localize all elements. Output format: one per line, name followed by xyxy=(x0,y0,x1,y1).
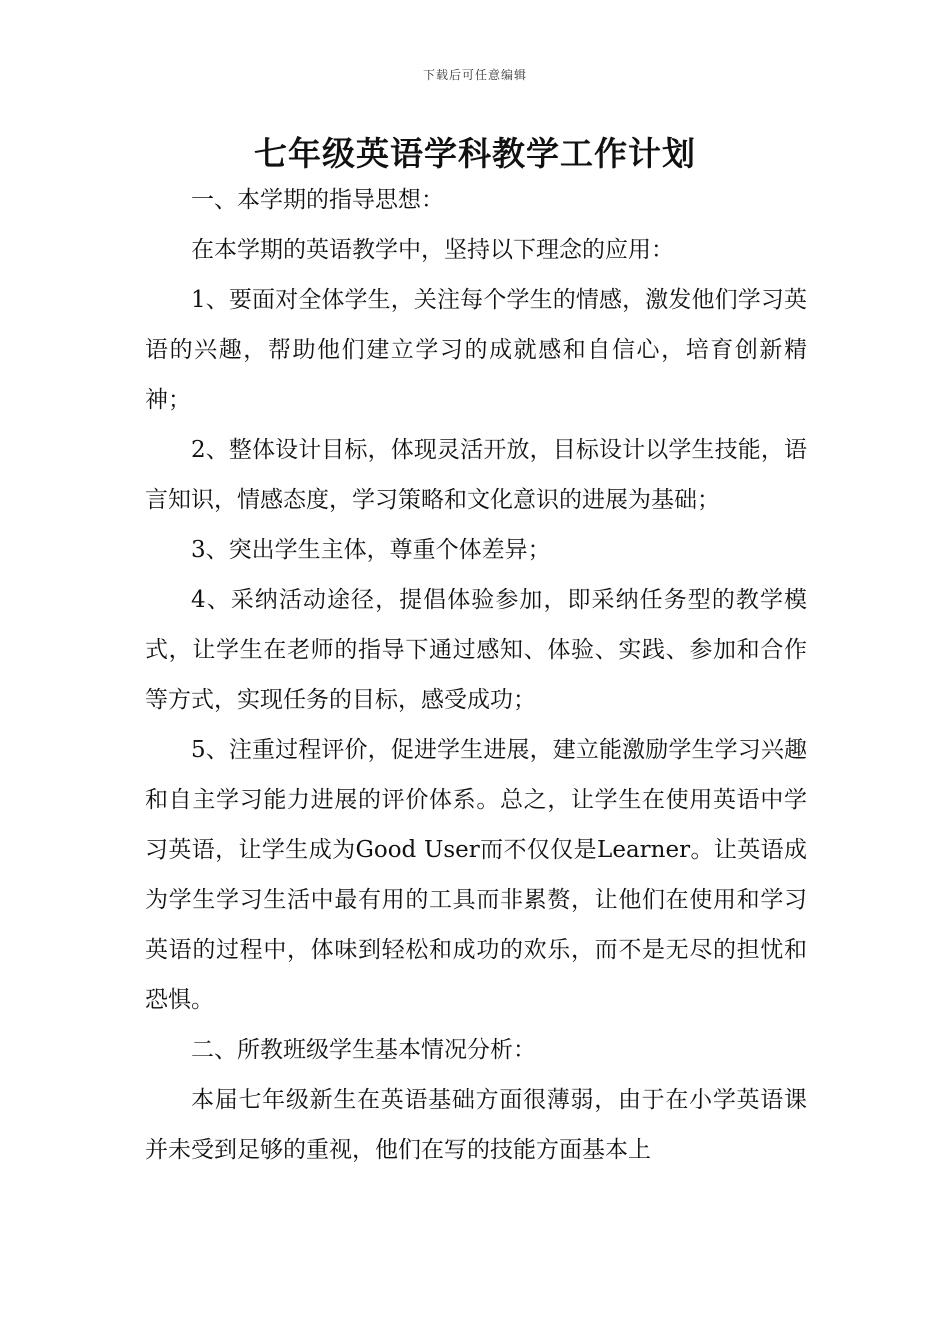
paragraph-intro: 在本学期的英语教学中，坚持以下理念的应用： xyxy=(191,237,674,263)
paragraph-item-5: 5、注重过程评价，促进学生进展，建立能激励学生学习兴趣和自主学习能力进展的评价体系。总之，让学生在使用英语中学习英语，让学生成为Good User而不仅仅是Learner。让英语成为学生学习生活中最有用的工具而非累赘，让他们在使用和学习英语的过程中，体味到轻松和成功的欢乐，而不是无尽的担忧和恐惧。 xyxy=(145,737,807,1013)
paragraph-item-4: 4、采纳活动途径，提倡体验参加，即采纳任务型的教学模式，让学生在老师的指导下通过感知、体验、实践、参加和合作等方式，实现任务的目标，感受成功； xyxy=(145,587,807,713)
document-title: 七年级英语学科教学工作计划 xyxy=(254,134,696,173)
paragraph-item-3: 3、突出学生主体，尊重个体差异； xyxy=(191,537,551,563)
download-note: 下载后可任意编辑 xyxy=(422,68,527,82)
paragraph-item-2: 2、整体设计目标，体现灵活开放，目标设计以学生技能，语言知识，情感态度，学习策略和文化意识的进展为基础； xyxy=(145,437,807,513)
paragraph-section-1-heading: 一、本学期的指导思想： xyxy=(191,187,444,213)
paragraph-section-2-body: 本届七年级新生在英语基础方面很薄弱，由于在小学英语课并未受到足够的重视，他们在写的技能方面基本上 xyxy=(145,1087,807,1163)
paragraph-section-2-heading: 二、所教班级学生基本情况分析： xyxy=(191,1037,536,1063)
document-body xyxy=(145,175,807,1175)
paragraph-item-1: 1、要面对全体学生，关注每个学生的情感，激发他们学习英语的兴趣，帮助他们建立学习的成就感和自信心，培育创新精神； xyxy=(145,287,807,413)
